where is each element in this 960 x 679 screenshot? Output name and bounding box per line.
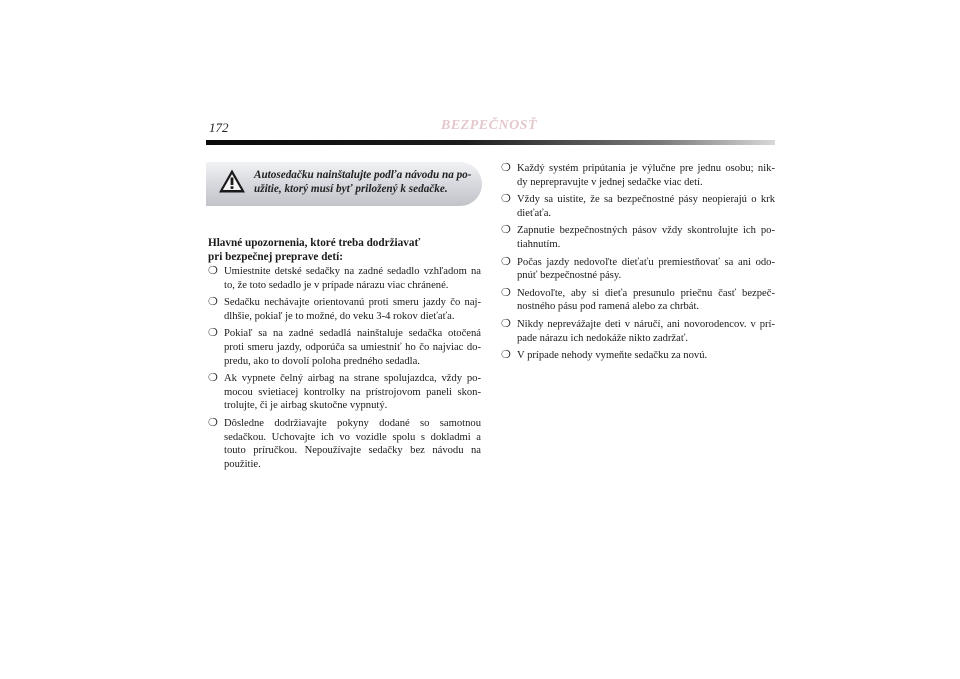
bullet-circle-icon: ❍	[501, 162, 511, 174]
list-item	[501, 256, 775, 283]
list-item	[501, 162, 775, 189]
bullet-circle-icon: ❍	[501, 317, 511, 330]
list-item	[501, 287, 775, 314]
bullet-circle-icon: ❍	[501, 224, 511, 237]
header-rule	[206, 140, 775, 145]
intro-heading	[208, 236, 481, 264]
right-column	[501, 162, 775, 367]
list-item-text: Nikdy neprevážajte deti v náručí, ani novorodencov. v prí- pade nárazu ich nedokáže nikto zadržať.	[517, 318, 775, 344]
bullet-circle-icon: ❍	[501, 349, 511, 362]
bullet-circle-icon: ❍	[501, 255, 511, 268]
list-item-text: Nedovoľte, aby si dieťa presunulo priečnu časť bezpeč- nostného pásu pod ramená alebo za chrbát.	[517, 287, 775, 313]
bullet-circle-icon: ❍	[208, 372, 218, 385]
list-item-text: Každý systém pripútania je výlučne pre jednu osobu; nik- dy neprepravujte v jednej sedačke viac detí.	[517, 163, 775, 188]
bullet-circle-icon: ❍	[501, 286, 511, 299]
list-item	[501, 318, 775, 345]
warning-triangle-icon	[218, 168, 246, 194]
list-item-text: Ak vypnete čelný airbag na strane spolujazdca, vždy po- mocou svietiacej kontrolky na prístrojovom paneli skon- trolujte, či je airbag skutočne vypnutý.	[224, 373, 481, 412]
left-bullet-list	[208, 265, 481, 471]
bullet-circle-icon: ❍	[208, 265, 218, 277]
list-item-text: Počas jazdy nedovoľte dieťaťu premiestňovať sa ani odo- pnúť bezpečnostné pásy.	[517, 256, 775, 282]
list-item-text: Vždy sa uistite, že sa bezpečnostné pásy neopierajú o krk dieťaťa.	[517, 194, 775, 219]
list-item	[208, 372, 481, 413]
right-bullet-list	[501, 162, 775, 363]
page-number: 172	[209, 120, 229, 135]
list-item	[208, 265, 481, 292]
list-item-text: V prípade nehody vymeňte sedačku za novú.	[517, 350, 708, 362]
list-item	[501, 349, 775, 363]
bullet-circle-icon: ❍	[208, 296, 218, 309]
bullet-circle-icon: ❍	[208, 416, 218, 429]
intro-line-1: Hlavné upozornenia, ktoré treba dodržiavať	[208, 237, 421, 249]
list-item	[208, 417, 481, 471]
section-title: BEZPEČNOSŤ	[441, 118, 538, 133]
list-item-text: Pokiaľ sa na zadné sedadlá nainštaluje sedačka otočená proti smeru jazdy, odporúča sa umiestniť ho čo najviac do- predu, ako to dovolí poloha predného sedadla.	[224, 328, 481, 367]
list-item	[208, 327, 481, 368]
list-item	[501, 193, 775, 220]
list-item	[501, 224, 775, 251]
warning-box	[206, 162, 482, 206]
intro-line-2: pri bezpečnej preprave detí:	[208, 251, 343, 263]
warning-text: Autosedačku nainštalujte podľa návodu na po- užitie, ktorý musí byť priložený k sedačke.	[254, 169, 472, 195]
list-item-text: Dôsledne dodržiavajte pokyny dodané so samotnou sedačkou. Uchovajte ich vo vozidle spolu s dokladmi a touto príručkou. Nepoužívajte sedačky bez návodu na použitie.	[224, 417, 481, 470]
list-item-text: Zapnutie bezpečnostných pásov vždy skontrolujte ich po- tiahnutím.	[517, 225, 775, 250]
list-item	[208, 296, 481, 323]
bullet-circle-icon: ❍	[208, 327, 218, 340]
list-item-text: Sedačku nechávajte orientovanú proti smeru jazdy čo naj- dlhšie, pokiaľ je to možné, do veku 3-4 rokov dieťaťa.	[224, 297, 481, 322]
list-item-text: Umiestnite detské sedačky na zadné sedadlo vzhľadom na to, že toto sedadlo je v prípade nárazu viac chránené.	[224, 266, 481, 291]
left-column	[208, 236, 481, 475]
bullet-circle-icon: ❍	[501, 193, 511, 206]
